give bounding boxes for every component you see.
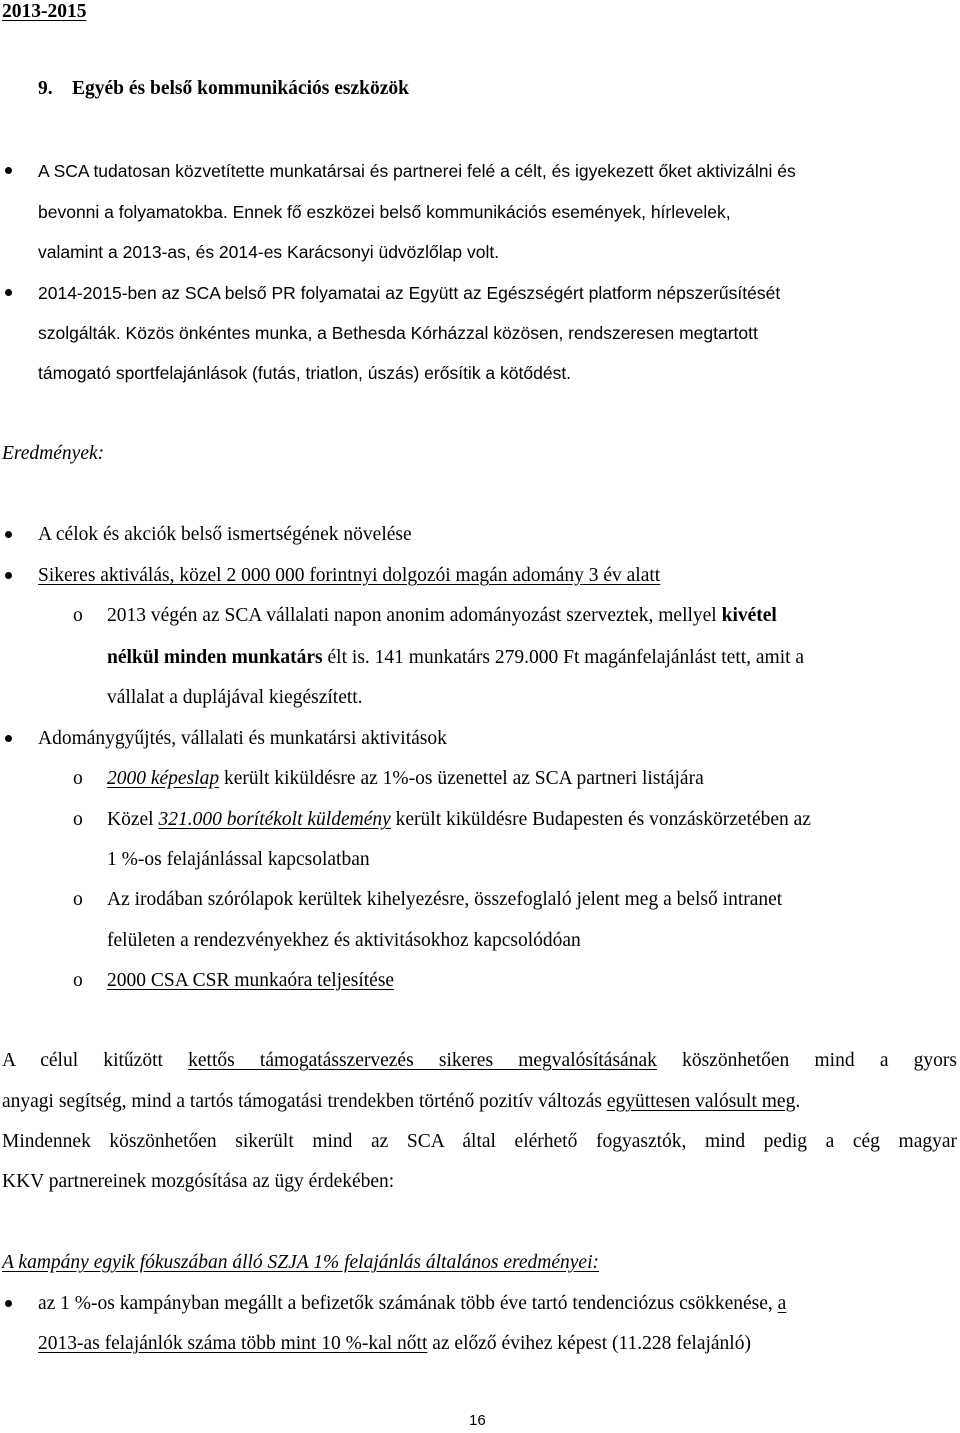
- result-3-sub-2-line-1: Közel 321.000 borítékolt küldemény került kiküldésre Budapesten és vonzáskörzetében az: [107, 809, 811, 830]
- intro-bullet-1-line-1: A SCA tudatosan közvetítette munkatársai és partnerei felé a célt, és igyekezett őket aktivizálni és: [38, 161, 796, 181]
- circle-bullet-icon: o: [73, 970, 83, 991]
- result-item-2: Sikeres aktiválás, közel 2 000 000 forintnyi dolgozói magán adomány 3 év alatt: [38, 565, 661, 586]
- result-2-sub-line-1: 2013 végén az SCA vállalati napon anonim adományozást szerveztek, mellyel kivétel: [107, 605, 777, 626]
- page-number: 16: [469, 1412, 486, 1429]
- paragraph-line-2: anyagi segítség, mind a tartós támogatási trendekben történő pozitív változás együttesen valósult meg.: [2, 1091, 801, 1112]
- campaign-item-line-2: 2013-as felajánlók száma több mint 10 %-kal nőtt az előző évihez képest (11.228 felajánló): [38, 1333, 751, 1354]
- intro-bullet-1-line-3: valamint a 2013-as, és 2014-es Karácsonyi üdvözlőlap volt.: [38, 242, 500, 262]
- paragraph-line-4: KKV partnereinek mozgósítása az ügy érdekében:: [2, 1171, 395, 1192]
- bullet-icon: [5, 167, 12, 174]
- circle-bullet-icon: o: [73, 889, 83, 910]
- intro-bullet-1-line-2: bevonni a folyamatokba. Ennek fő eszközei belső kommunikációs események, hírlevelek,: [38, 202, 731, 222]
- result-2-sub-line-2: nélkül minden munkatárs élt is. 141 munkatárs 279.000 Ft magánfelajánlást tett, amit a: [107, 647, 805, 668]
- paragraph-line-1: A célul kitűzött kettős támogatásszervezés sikeres megvalósításának köszönhetően mind a gyors: [2, 1050, 958, 1071]
- result-item-3: Adománygyűjtés, vállalati és munkatársi aktivitások: [38, 728, 447, 749]
- header-year-range: 2013-2015: [2, 1, 87, 22]
- section-number: 9.: [38, 78, 53, 99]
- bullet-icon: [5, 531, 12, 538]
- intro-bullet-2-line-2: szolgálták. Közös önkéntes munka, a Bethesda Kórházzal közösen, rendszeresen megtartott: [38, 323, 758, 343]
- bullet-icon: [5, 1300, 12, 1307]
- intro-bullet-2-line-3: támogató sportfelajánlások (futás, triatlon, úszás) erősítik a kötődést.: [38, 363, 572, 383]
- result-3-sub-3-line-2: felületen a rendezvényekhez és aktivitásokhoz kapcsolódóan: [107, 930, 581, 951]
- result-3-sub-4: 2000 CSA CSR munkaóra teljesítése: [107, 970, 395, 991]
- campaign-heading: A kampány egyik fókuszában álló SZJA 1% felajánlás általános eredményei:: [2, 1252, 599, 1273]
- paragraph-line-3: Mindennek köszönhetően sikerült mind az SCA által elérhető fogyasztók, mind pedig a cég magyar: [2, 1131, 957, 1152]
- circle-bullet-icon: o: [73, 605, 83, 626]
- campaign-item-line-1: az 1 %-os kampányban megállt a befizetők számának több éve tartó tendenciózus csökkenése, a: [38, 1293, 787, 1314]
- result-item-1: A célok és akciók belső ismertségének növelése: [38, 524, 412, 545]
- result-2-sub-line-3: vállalat a duplájával kiegészített.: [107, 687, 363, 708]
- bullet-icon: [5, 289, 12, 296]
- bullet-icon: [5, 572, 12, 579]
- result-3-sub-2-line-2: 1 %-os felajánlással kapcsolatban: [107, 849, 370, 870]
- section-title: Egyéb és belső kommunikációs eszközök: [72, 78, 409, 99]
- intro-bullet-2-line-1: 2014-2015-ben az SCA belső PR folyamatai az Együtt az Egészségért platform népszerűsítését: [38, 283, 781, 303]
- circle-bullet-icon: o: [73, 809, 83, 830]
- result-3-sub-3-line-1: Az irodában szórólapok kerültek kihelyezésre, összefoglaló jelent meg a belső intranet: [107, 889, 783, 910]
- result-3-sub-1: 2000 képeslap került kiküldésre az 1%-os üzenettel az SCA partneri listájára: [107, 768, 704, 789]
- results-heading: Eredmények:: [2, 443, 105, 464]
- bullet-icon: [5, 735, 12, 742]
- circle-bullet-icon: o: [73, 768, 83, 789]
